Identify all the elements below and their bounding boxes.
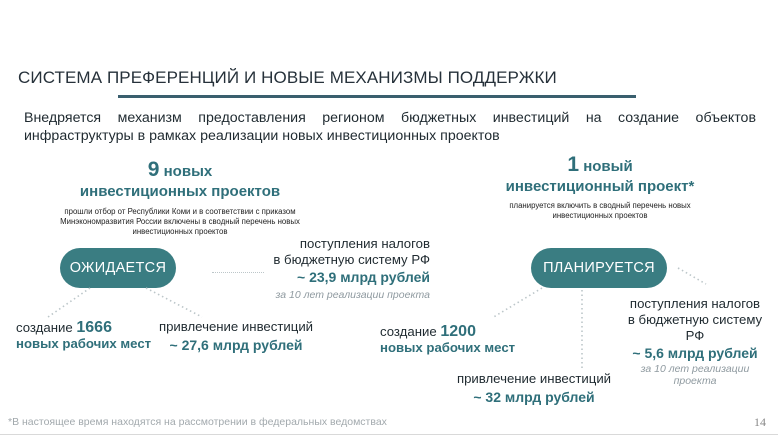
footnote: *В настоящее время находятся на рассмотрении в федеральных ведомствах bbox=[8, 416, 387, 428]
left-jobs-value: 1666 bbox=[76, 319, 112, 336]
right-heading bbox=[470, 155, 730, 197]
left-note: прошли отбор от Республики Коми и в соответствии с приказом Минэкономразвития России включены в сводный перечень новых инвестиционных проектов bbox=[60, 207, 300, 236]
left-project-count: 9 bbox=[147, 158, 160, 181]
right-jobs-value: 1200 bbox=[440, 323, 476, 340]
connector-to-jobs-right bbox=[492, 288, 542, 318]
right-invest-block bbox=[454, 371, 614, 407]
page-number: 14 bbox=[754, 415, 766, 429]
right-taxes-line1: поступления налогов bbox=[629, 296, 761, 311]
left-heading-line1 bbox=[30, 160, 330, 182]
right-taxes-line3: РФ bbox=[685, 328, 705, 343]
left-taxes-period: за 10 лет реализации проекта bbox=[275, 289, 430, 301]
left-jobs-label: новых рабочих мест bbox=[16, 336, 152, 351]
right-taxes-period-line1: за 10 лет реализации bbox=[640, 363, 750, 375]
planned-pill: ПЛАНИРУЕТСЯ bbox=[531, 248, 667, 288]
left-taxes-block bbox=[252, 236, 430, 303]
right-jobs-label: новых рабочих мест bbox=[380, 340, 516, 355]
right-heading-line2: инвестиционный проект* bbox=[505, 178, 695, 195]
left-heading bbox=[30, 160, 330, 202]
left-invest-block bbox=[156, 319, 316, 355]
left-taxes-value: ~ 23,9 млрд рублей bbox=[297, 269, 430, 285]
left-invest-value: ~ 27,6 млрд рублей bbox=[169, 337, 303, 353]
intro-paragraph: Внедряется механизм предоставления регионом бюджетных инвестиций на создание объектов инфраструктуры в рамках реализации новых инвестиционных проектов bbox=[24, 110, 756, 144]
left-jobs-block bbox=[16, 320, 166, 352]
connector-to-jobs bbox=[48, 288, 90, 317]
right-taxes-line2: в бюджетную систему bbox=[627, 312, 763, 327]
slide-title: СИСТЕМА ПРЕФЕРЕНЦИЙ И НОВЫЕ МЕХАНИЗМЫ ПОДДЕРЖКИ bbox=[18, 68, 557, 87]
title-underline bbox=[118, 95, 636, 98]
right-jobs-prefix: создание bbox=[380, 324, 437, 339]
left-jobs-prefix: создание bbox=[16, 320, 73, 335]
right-taxes-value: ~ 5,6 млрд рублей bbox=[632, 345, 758, 361]
left-taxes-line2: в бюджетную систему РФ bbox=[273, 252, 430, 267]
connector-to-invest bbox=[146, 288, 202, 317]
right-taxes-period-line2: проекта bbox=[673, 375, 717, 387]
right-invest-label: привлечение инвестиций bbox=[456, 371, 612, 386]
left-invest-label: привлечение инвестиций bbox=[158, 319, 314, 334]
left-heading-line2: инвестиционных проектов bbox=[79, 183, 281, 200]
right-note: планируется включить в сводный перечень новых инвестиционных проектов bbox=[509, 201, 691, 220]
right-heading-line1 bbox=[470, 155, 730, 177]
left-taxes-line1: поступления налогов bbox=[299, 236, 430, 251]
right-taxes-block bbox=[620, 296, 770, 387]
right-project-count: 1 bbox=[567, 153, 580, 176]
left-count-word: новых bbox=[163, 163, 213, 180]
right-jobs-block bbox=[380, 324, 530, 356]
right-invest-value: ~ 32 млрд рублей bbox=[473, 389, 595, 405]
connector-to-taxes bbox=[678, 268, 706, 284]
expected-pill: ОЖИДАЕТСЯ bbox=[60, 248, 176, 288]
right-count-word: новый bbox=[583, 158, 633, 175]
bottom-divider bbox=[0, 434, 778, 435]
